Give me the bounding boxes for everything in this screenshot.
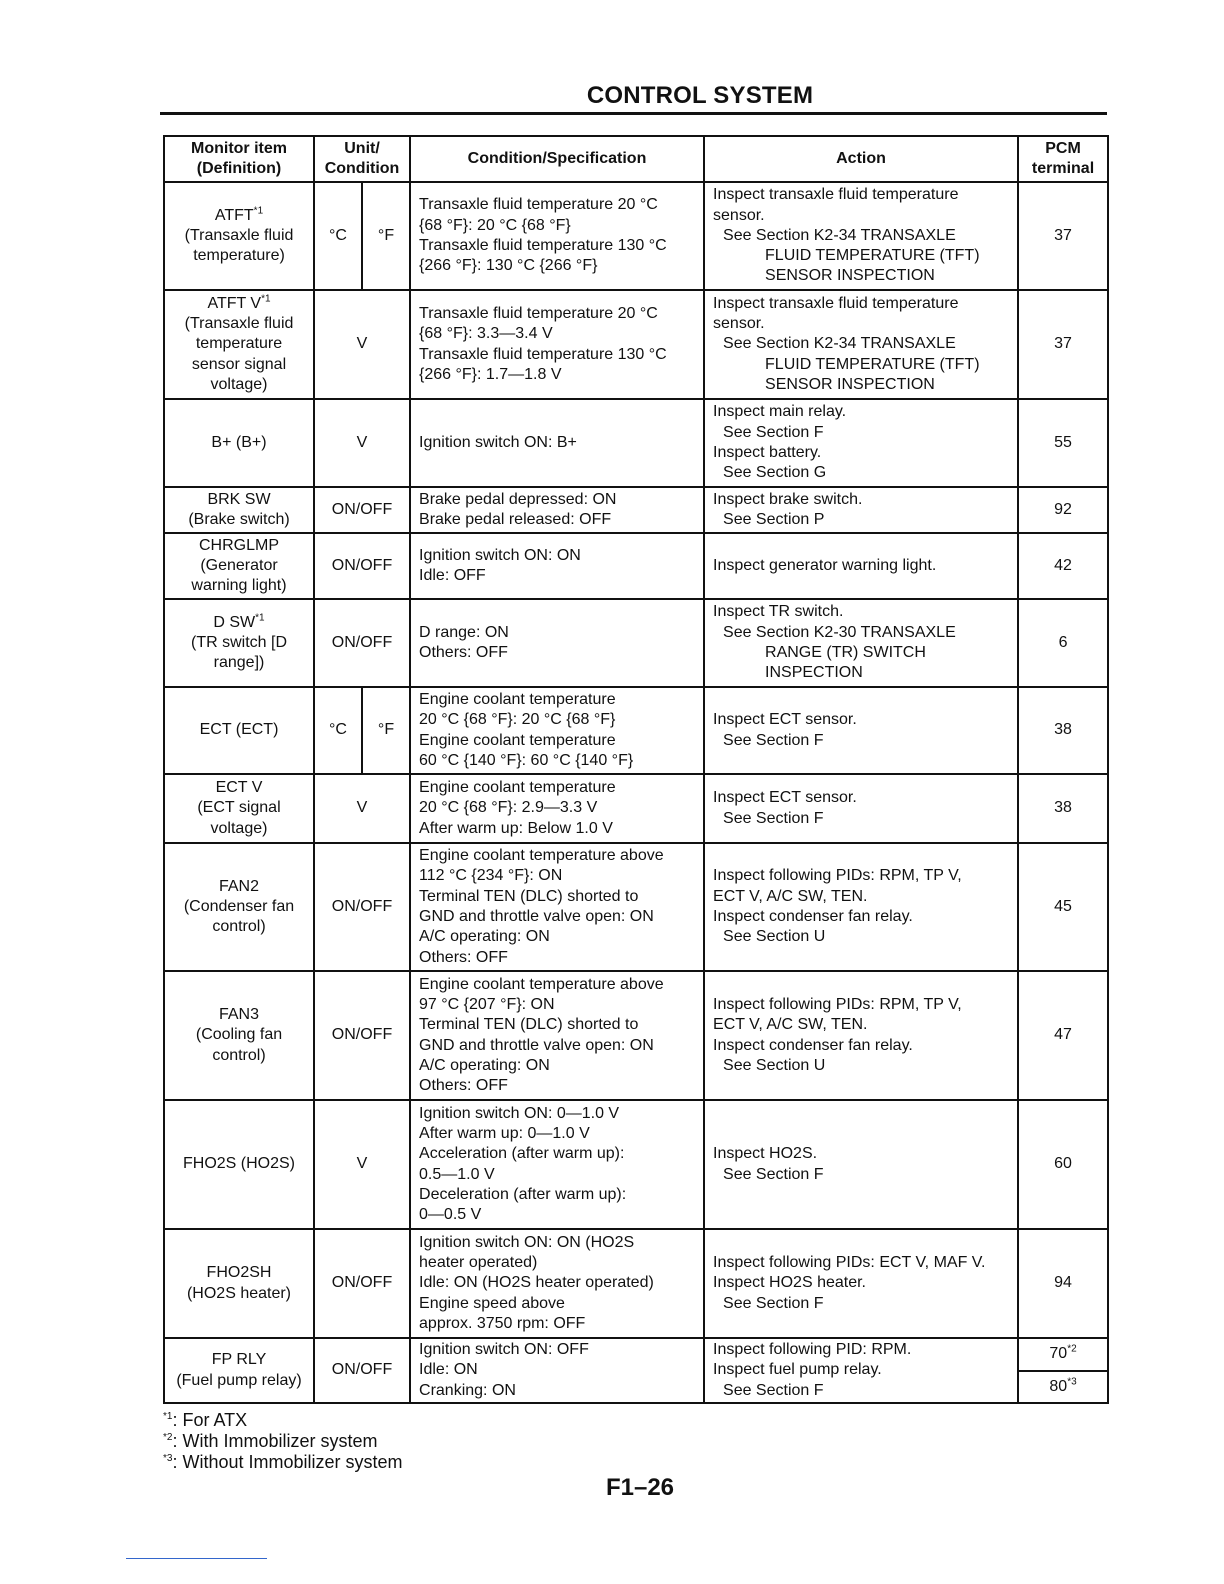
bottom-divider — [126, 1558, 267, 1559]
action: Inspect TR switch. See Section K2-30 TRANSAXLE RANGE (TR) SWITCH INSPECTION — [704, 599, 1018, 687]
header-condition-specification: Condition/Specification — [410, 136, 704, 182]
title-divider — [160, 112, 1107, 115]
page-number: F1–26 — [605, 1474, 675, 1501]
table-row — [164, 599, 1108, 687]
action: Inspect following PIDs: ECT V, MAF V. Inspect HO2S heater. See Section F — [704, 1229, 1018, 1338]
unit-condition: V — [314, 290, 410, 399]
action: Inspect following PIDs: RPM, TP V, ECT V, A/C SW, TEN. Inspect condenser fan relay. See Section U — [704, 843, 1018, 971]
action: Inspect following PID: RPM. Inspect fuel pump relay. See Section F — [704, 1338, 1018, 1403]
unit-condition: V — [314, 399, 410, 487]
monitor-item: ATFT $V^{*1}$ (Transaxle fluid temperature sensor signal voltage) — [164, 290, 314, 399]
unit-condition: ON/OFF — [314, 599, 410, 687]
unit-condition: V — [314, 774, 410, 843]
monitor-item: ECT (ECT) — [164, 687, 314, 774]
condition-spec: Engine coolant temperature 20 °C {68 °F}: 2.9—3.3 V After warm up: Below 1.0 V — [410, 774, 704, 843]
action: Inspect transaxle fluid temperature sensor. See Section K2-34 TRANSAXLE FLUID TEMPERATURE (TFT) SENSOR INSPECTION — [704, 290, 1018, 399]
action: Inspect generator warning light. — [704, 533, 1018, 599]
pcm-terminal: 37 — [1018, 290, 1108, 399]
table-row — [164, 399, 1108, 487]
pcm-terminal: 60 — [1018, 1100, 1108, 1229]
pcm-terminal: 6 — [1018, 599, 1108, 687]
table-row — [164, 182, 1108, 290]
condition-spec: Ignition switch ON: ON Idle: OFF — [410, 533, 704, 599]
monitor-item: D SW$^{*1}$ (TR switch [D range]) — [164, 599, 314, 687]
pcm-terminal: 92 — [1018, 487, 1108, 533]
pcm-terminal: 94 — [1018, 1229, 1108, 1338]
condition-spec: Brake pedal depressed: ON Brake pedal released: OFF — [410, 487, 704, 533]
table-row — [164, 843, 1108, 971]
monitor-item: FHO2SH (HO2S heater) — [164, 1229, 314, 1338]
header-pcm-terminal: PCM terminal — [1018, 136, 1108, 182]
pcm-terminal: 47 — [1018, 971, 1108, 1100]
unit-condition: V — [314, 1100, 410, 1229]
monitor-item: FP RLY (Fuel pump relay) — [164, 1338, 314, 1403]
table-row — [164, 774, 1108, 843]
action: Inspect HO2S. See Section F — [704, 1100, 1018, 1229]
unit-celsius: °C — [314, 687, 362, 774]
table-row — [164, 533, 1108, 599]
unit-fahrenheit: °F — [362, 687, 410, 774]
monitor-item: ATFT$^{*1}$ (Transaxle fluid temperature) — [164, 182, 314, 290]
pcm-terminal: 45 — [1018, 843, 1108, 971]
table-row — [164, 1100, 1108, 1229]
pcm-terminal-with-immobilizer: 70$^{*2}$ — [1018, 1338, 1108, 1371]
action: Inspect transaxle fluid temperature sensor. See Section K2-34 TRANSAXLE FLUID TEMPERATURE (TFT) SENSOR INSPECTION — [704, 182, 1018, 290]
condition-spec: Transaxle fluid temperature 20 °C {68 °F}: 20 °C {68 °F} Transaxle fluid temperature 130 °C {266 °F}: 130 °C {266 °F} — [410, 182, 704, 290]
action: Inspect ECT sensor. See Section F — [704, 774, 1018, 843]
condition-spec: Engine coolant temperature 20 °C {68 °F}: 20 °C {68 °F} Engine coolant temperature 60 °C {140 °F}: 60 °C {140 °F} — [410, 687, 704, 774]
monitor-item: FHO2S (HO2S) — [164, 1100, 314, 1229]
table-row — [164, 971, 1108, 1100]
page-title: CONTROL SYSTEM — [586, 82, 814, 109]
action: Inspect ECT sensor. See Section F — [704, 687, 1018, 774]
unit-condition: ON/OFF — [314, 533, 410, 599]
footnote: $^{*1}$: For ATX — [163, 1410, 248, 1430]
footnotes — [163, 1410, 403, 1473]
pcm-terminal-without-immobilizer: 80$^{*3}$ — [1018, 1371, 1108, 1403]
table-row — [164, 487, 1108, 533]
pcm-terminal: 37 — [1018, 182, 1108, 290]
condition-spec: Engine coolant temperature above 112 °C {234 °F}: ON Terminal TEN (DLC) shorted to GND and throttle valve open: ON A/C operating: ON Others: OFF — [410, 843, 704, 971]
unit-celsius: °C — [314, 182, 362, 290]
unit-condition: ON/OFF — [314, 1338, 410, 1403]
monitor-item: FAN2 (Condenser fan control) — [164, 843, 314, 971]
condition-spec: Ignition switch ON: B+ — [410, 399, 704, 487]
header-action: Action — [704, 136, 1018, 182]
unit-condition: ON/OFF — [314, 971, 410, 1100]
header-monitor-item: Monitor item (Definition) — [164, 136, 314, 182]
table-row — [164, 1338, 1108, 1371]
table-header-row — [164, 136, 1108, 182]
footnote: $^{*2}$: With Immobilizer system — [163, 1431, 378, 1451]
unit-fahrenheit: °F — [362, 182, 410, 290]
header-unit-condition: Unit/ Condition — [314, 136, 410, 182]
monitor-item: CHRGLMP (Generator warning light) — [164, 533, 314, 599]
monitor-table — [163, 135, 1109, 1404]
monitor-item: ECT V (ECT signal voltage) — [164, 774, 314, 843]
pcm-terminal: 38 — [1018, 774, 1108, 843]
monitor-item: BRK SW (Brake switch) — [164, 487, 314, 533]
condition-spec: Ignition switch ON: OFF Idle: ON Cranking: ON — [410, 1338, 704, 1403]
table-row — [164, 290, 1108, 399]
condition-spec: Engine coolant temperature above 97 °C {207 °F}: ON Terminal TEN (DLC) shorted to GND and throttle valve open: ON A/C operating: ON Others: OFF — [410, 971, 704, 1100]
footnote: $^{*3}$: Without Immobilizer system — [163, 1452, 403, 1472]
unit-condition: ON/OFF — [314, 1229, 410, 1338]
table-row — [164, 687, 1108, 774]
action: Inspect following PIDs: RPM, TP V, ECT V, A/C SW, TEN. Inspect condenser fan relay. See Section U — [704, 971, 1018, 1100]
condition-spec: Transaxle fluid temperature 20 °C {68 °F}: 3.3—3.4 V Transaxle fluid temperature 130 °C {266 °F}: 1.7—1.8 V — [410, 290, 704, 399]
pcm-terminal: 42 — [1018, 533, 1108, 599]
unit-condition: ON/OFF — [314, 487, 410, 533]
action: Inspect main relay. See Section F Inspect battery. See Section G — [704, 399, 1018, 487]
pcm-terminal: 38 — [1018, 687, 1108, 774]
table-row — [164, 1229, 1108, 1338]
monitor-item: B+ (B+) — [164, 399, 314, 487]
unit-condition: ON/OFF — [314, 843, 410, 971]
action: Inspect brake switch. See Section P — [704, 487, 1018, 533]
pcm-terminal: 55 — [1018, 399, 1108, 487]
condition-spec: D range: ON Others: OFF — [410, 599, 704, 687]
monitor-item: FAN3 (Cooling fan control) — [164, 971, 314, 1100]
condition-spec: Ignition switch ON: ON (HO2S heater operated) Idle: ON (HO2S heater operated) Engine speed above approx. 3750 rpm: OFF — [410, 1229, 704, 1338]
condition-spec: Ignition switch ON: 0—1.0 V After warm up: 0—1.0 V Acceleration (after warm up): 0.5—1.0 V Deceleration (after warm up): 0—0.5 V — [410, 1100, 704, 1229]
